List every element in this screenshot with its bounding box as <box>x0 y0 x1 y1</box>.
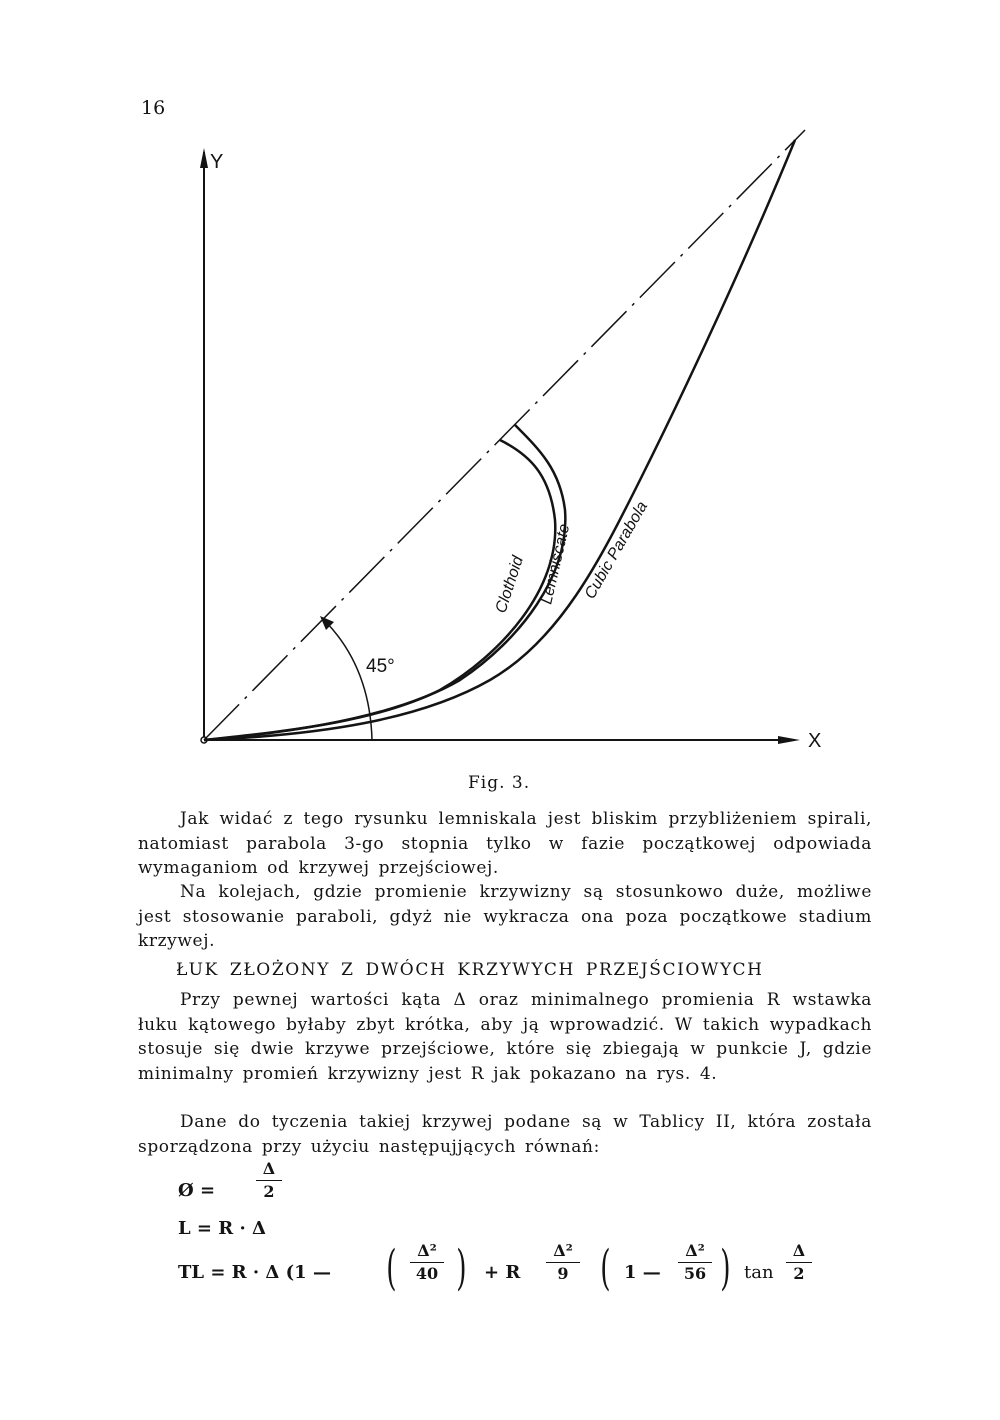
diagonal-45-line <box>204 130 805 740</box>
equation-3-f2-numerator: Δ² <box>553 1241 573 1260</box>
y-axis-arrow <box>200 148 208 168</box>
equation-3-f4-numerator: Δ <box>792 1241 806 1260</box>
equation-1-fraction <box>256 1160 282 1201</box>
paragraph-3 <box>138 988 872 1086</box>
section-heading: ŁUK ZŁOŻONY Z DWÓCH KRZYWYCH PRZEJŚCIOWYCH <box>176 960 764 980</box>
equation-3-f3-denominator: 56 <box>683 1264 707 1283</box>
paragraph-4-text: Dane do tyczenia takiej krzywej podane są w Tablicy II, która została sporządzona przy użyciu następujjących równań: <box>138 1112 872 1157</box>
equation-1-numerator: Δ <box>262 1159 276 1178</box>
paren-close-2: ) <box>720 1240 731 1296</box>
paragraph-3-text: Przy pewnej wartości kąta Δ oraz minimalnego promienia R wstawka łuku kątowego byłaby zbyt krótka, aby ją wprowadzić. W takich wypadkach stosuje się dwie krzywe przejściowe, które się zbiegają w punkcie J, gdzie minimalny promień krzywizny jest R jak pokazano na rys. 4. <box>138 990 872 1084</box>
paragraph-1 <box>138 807 872 881</box>
page-number: 16 <box>141 97 166 119</box>
paragraph-4 <box>138 1110 872 1159</box>
equation-3-f1-denominator: 40 <box>415 1264 439 1283</box>
figure-caption: Fig. 3. <box>468 773 531 793</box>
paragraph-1-text: Jak widać z tego rysunku lemniskala jest bliskim przybliżeniem spirali, natomiast parabola 3-go stopnia tylko w fazie początkowej odpowiada wymaganiom od krzywej przejściowej. <box>138 809 872 878</box>
equation-3-lhs: TL = R · Δ (1 — <box>178 1262 331 1283</box>
x-axis-arrow <box>778 736 800 744</box>
equation-3-f1-numerator: Δ² <box>417 1241 437 1260</box>
equation-3-fraction-3 <box>678 1242 712 1283</box>
paragraph-2 <box>138 880 872 954</box>
equation-3-one-minus: 1 — <box>624 1262 661 1283</box>
y-axis-label: Y <box>210 151 224 173</box>
equation-3-f4-denominator: 2 <box>793 1264 805 1283</box>
equation-2: L = R · Δ <box>178 1218 266 1239</box>
paren-open-1: ( <box>386 1240 397 1296</box>
clothoid-label: Clothoid <box>492 554 527 616</box>
equation-1-denominator: 2 <box>263 1182 275 1201</box>
x-axis-label: X <box>808 730 822 752</box>
cubic-parabola-label: Cubic Parabola <box>581 498 652 602</box>
equation-3-f3-numerator: Δ² <box>685 1241 705 1260</box>
paren-open-2: ( <box>600 1240 611 1296</box>
paren-close-1: ) <box>456 1240 467 1296</box>
equation-3-fraction-4 <box>786 1242 812 1283</box>
equation-3-tan: tan <box>744 1262 774 1283</box>
paragraph-2-text: Na kolejach, gdzie promienie krzywizny są stosunkowo duże, możliwe jest stosowanie paraboli, gdyż nie wykracza ona poza początkowe stadium krzywej. <box>138 882 872 951</box>
equation-1-lhs: Ø = <box>178 1180 216 1201</box>
lemniscate-label: Lemniscate <box>538 522 574 606</box>
equation-3-fraction-1 <box>410 1242 444 1283</box>
equation-3-plus-r: + R <box>484 1262 521 1283</box>
equation-3-fraction-2 <box>546 1242 580 1283</box>
equation-3-f2-denominator: 9 <box>557 1264 569 1283</box>
angle-label: 45° <box>366 656 395 677</box>
